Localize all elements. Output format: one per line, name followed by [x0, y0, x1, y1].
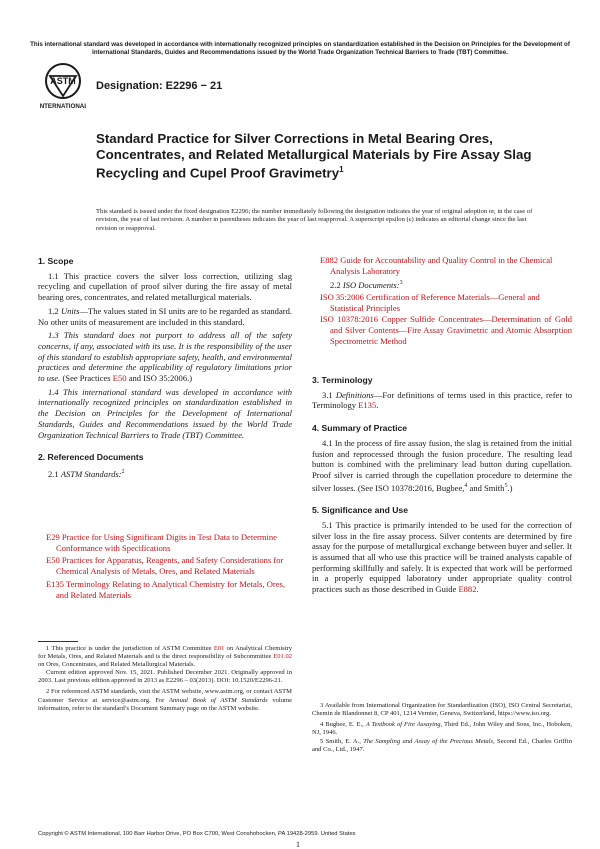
ref-code[interactable]: E50: [46, 555, 60, 566]
para-4-1: [312, 438, 572, 493]
fn5-text: 5 Smith, E. A.,: [320, 738, 364, 746]
para-3-1: [312, 390, 572, 411]
footnote-4: [312, 721, 572, 737]
left-column: [38, 256, 292, 480]
footnote-5: [312, 738, 572, 754]
astm-logo-icon: [40, 62, 86, 112]
footnote-1: [38, 645, 292, 669]
right-column: [320, 255, 572, 346]
scope-heading: 1. Scope: [38, 256, 74, 266]
p12-term: Units: [60, 305, 80, 316]
fn2-text: 2 For referenced ASTM standards, visit the ASTM website, www.astm.org, or contact ASTM Customer Service at service@astm.org. For: [38, 688, 292, 704]
document-title: [96, 131, 566, 181]
fn-marker-4: 4: [464, 482, 468, 489]
ref-title[interactable]: Copper Sulfide Concentrates—Determination of Gold and Silver Contents—Fire Assay Gravimetric and Atomic Absorption Spectrometric Method: [330, 314, 572, 346]
ref-code[interactable]: ISO 10378:2016: [320, 314, 379, 325]
p13-italic: 1.3 This standard does not purport to address all of the safety concerns, if any, associated with its use. It is the responsibility of the user of this standard to establish appropriate safety, health, and environmental practices and determine the applicability of regulatory limitations prior to use.: [38, 330, 292, 384]
p31-num: 3.1: [322, 389, 336, 400]
footnote-2: [38, 688, 292, 712]
summary-heading: 4. Summary of Practice: [312, 423, 408, 434]
ref-item: [46, 555, 292, 576]
ref-code[interactable]: E135: [46, 578, 65, 589]
p21-num: 2.1: [48, 468, 61, 479]
para-1-2: [38, 306, 292, 327]
footnotes-right: [312, 702, 572, 755]
fn4-text2: , Third Ed., John Wiley and Sons, Inc., Hoboken, NJ, 1946.: [312, 721, 572, 737]
p31-text: —For definitions of terms used in this practice, refer to Terminology: [312, 389, 572, 411]
designation: Designation: E2296 − 21: [96, 80, 223, 92]
ref-code[interactable]: E882: [320, 255, 339, 265]
link-e01-02[interactable]: E01.02: [273, 653, 292, 661]
para-2-1: [38, 467, 292, 480]
para-5-1: [312, 520, 572, 595]
p51-text: 5.1 This practice is primarily intended to be used for the correction of silver loss in the fire assay process. Silver contents are determined by fire assay for the purpose of metallurgical exchange between buyer and seller. It is assumed that all who use this practice will be trained analysts capable of performing skillfully and safely. It is expected that work will be performed in a properly equipped laboratory under appropriate quality control practices such as those described in Guide: [312, 519, 572, 595]
iso-ref-item: [320, 314, 572, 346]
p14-italic: 1.4 This international standard was developed in accordance with internationally recognized principles on standardization established in the Decision on Principles for the Development of International Standards, Guides and Recommendations issued by the World Trade Organization Technical Barriers to Trade (TBT) Committee.: [38, 386, 292, 440]
fn1-text3: on Ores, Concentrates, and Related Metallurgical Materials.: [38, 661, 196, 669]
astm-logo: [40, 62, 86, 112]
p22-fn: 3: [399, 280, 403, 287]
p13-see: (See Practices: [60, 373, 113, 384]
svg-text:ASTM: ASTM: [50, 76, 76, 86]
p21-fn: 2: [121, 468, 125, 475]
ref-item-e882: [320, 255, 572, 276]
terminology-heading: 3. Terminology: [312, 375, 373, 385]
p41-smith: and Smith: [467, 482, 505, 493]
astm-ref-list: [46, 532, 292, 600]
fn2-text2: volume information, refer to the standard’s Document Summary page on the ASTM website.: [38, 696, 292, 712]
ref-title[interactable]: Practice for Using Significant Digits in Test Data to Determine Conformance with Specifications: [56, 532, 277, 553]
title-footnote-marker: 1: [339, 165, 344, 174]
ref-title[interactable]: Terminology Relating to Analytical Chemistry for Metals, Ores, and Related Materials: [56, 578, 285, 600]
fn5-italic: The Sampling and Assay of the Precious Metals: [363, 738, 494, 746]
ref-title[interactable]: Practices for Apparatus, Reagents, and Safety Considerations for Chemical Analysis of Metals, Ores, and Related Materials: [56, 555, 284, 577]
para-1-4: [38, 387, 292, 441]
link-e882[interactable]: E882: [458, 584, 477, 595]
link-e50[interactable]: E50: [112, 373, 127, 384]
tbt-notice: This international standard was developed in accordance with internationally recognized principles on standardization established in the Decision on Principles for the Development of International Standards, Guides and Recommendations issued by the World Trade Organization Technical Barriers to Trade (TBT) Committee.: [30, 41, 570, 56]
ref-title[interactable]: Certification of Reference Materials—General and Statistical Principles: [330, 291, 540, 313]
link-e01[interactable]: E01: [213, 645, 225, 652]
para-1-1: 1.1 This practice covers the silver loss correction, utilizing slag recycling and cupellation of proof silver during the fire assay of metal bearing ores, concentrates, and related metallurgical materials.: [38, 270, 292, 303]
fn1-text2: on Analytical Chemistry for Metals, Ores, and Related Materials and is the direct responsibility of Subcommittee: [38, 645, 292, 661]
iso-ref-item: [320, 292, 572, 313]
para-1-3: [38, 330, 292, 384]
fn2-italic: Annual Book of ASTM Standards: [169, 696, 268, 704]
refdocs-heading: 2. Referenced Documents: [38, 452, 144, 463]
p12-text: —The values stated in SI units are to be regarded as standard. No other units of measurement are included in this standard.: [38, 305, 292, 327]
right-column-body: [312, 375, 572, 595]
link-e135[interactable]: E135: [358, 400, 377, 411]
svg-text:INTERNATIONAL: INTERNATIONAL: [40, 103, 86, 110]
para-2-2: [320, 278, 572, 291]
p41-end: .): [507, 482, 513, 493]
p31-end: .: [376, 400, 379, 411]
copyright-footer: Copyright © ASTM International, 100 Barr Harbor Drive, PO Box C700, West Conshohocken, PA 19428-2959. United States: [38, 831, 356, 837]
fn4-text: 4 Bugbee, E. E.,: [320, 721, 366, 729]
footnote-rule: [38, 641, 78, 642]
p22-num: 2.2: [330, 280, 343, 291]
p22-label: ISO Documents:: [342, 280, 400, 291]
ref-item: [46, 532, 292, 553]
p13-end: and ISO 35:2006.): [126, 373, 193, 384]
footnotes-left: [38, 645, 292, 713]
title-text: Standard Practice for Silver Corrections in Metal Bearing Ores, Concentrates, and Related Metallurgical Materials by Fire Assay Slag Recycling and Cupel Proof Gravimetry: [96, 131, 532, 181]
page-number: 1: [296, 840, 300, 849]
fn5-text2: , Second Ed., Charles Griffin and Co., Ltd., 1947.: [312, 738, 572, 754]
p31-term: Definitions: [335, 389, 374, 400]
fn1-text: 1 This practice is under the jurisdiction of ASTM Committee: [46, 645, 214, 652]
ref-title[interactable]: Guide for Accountability and Quality Control in the Chemical Analysis Laboratory: [330, 255, 553, 276]
p21-label: ASTM Standards:: [60, 468, 122, 479]
ref-item: [46, 579, 292, 600]
p51-end: .: [476, 584, 479, 595]
fn4-italic: A Textbook of Fire Assaying: [365, 721, 441, 729]
significance-heading: 5. Significance and Use: [312, 505, 408, 516]
p12-num: 1.2: [48, 305, 61, 316]
ref-code[interactable]: E29: [46, 532, 60, 542]
issue-note: This standard is issued under the fixed designation E2296; the number immediately following the designation indicates the year of original adoption or, in the case of revision, the year of last revision. A number in parentheses indicates the year of last reapproval. A superscript epsilon (ε) indicates an editorial change since the last revision or reapproval.: [96, 208, 533, 232]
footnote-3: 3 Available from International Organization for Standardization (ISO), ISO Central Secretariat, Chemin de Blandonnet 8, CP 401, 1214 Vernier, Geneva, Switzerland, https://www.iso.org.: [312, 702, 572, 718]
p41-text: 4.1 In the process of fire assay fusion, the slag is retained from the initial fusion and reprocessed through the fusion procedure. The resulting lead button is combined with the preliminary lead button during cupellation. Proof silver is carried through the cupellation procedure to determine the silver losses. (See ISO 10378:2016, Bugbee,: [312, 437, 572, 493]
fn-marker-5: 5: [504, 482, 508, 489]
footnote-1-edition: Current edition approved Nov. 15, 2021. Published December 2021. Originally approved in 2003. Last previous edition approved in 2013 as E2296 – 03(2013). DOI: 10.1520/E2296-21.: [38, 669, 292, 685]
ref-code[interactable]: ISO 35:2006: [320, 291, 364, 302]
